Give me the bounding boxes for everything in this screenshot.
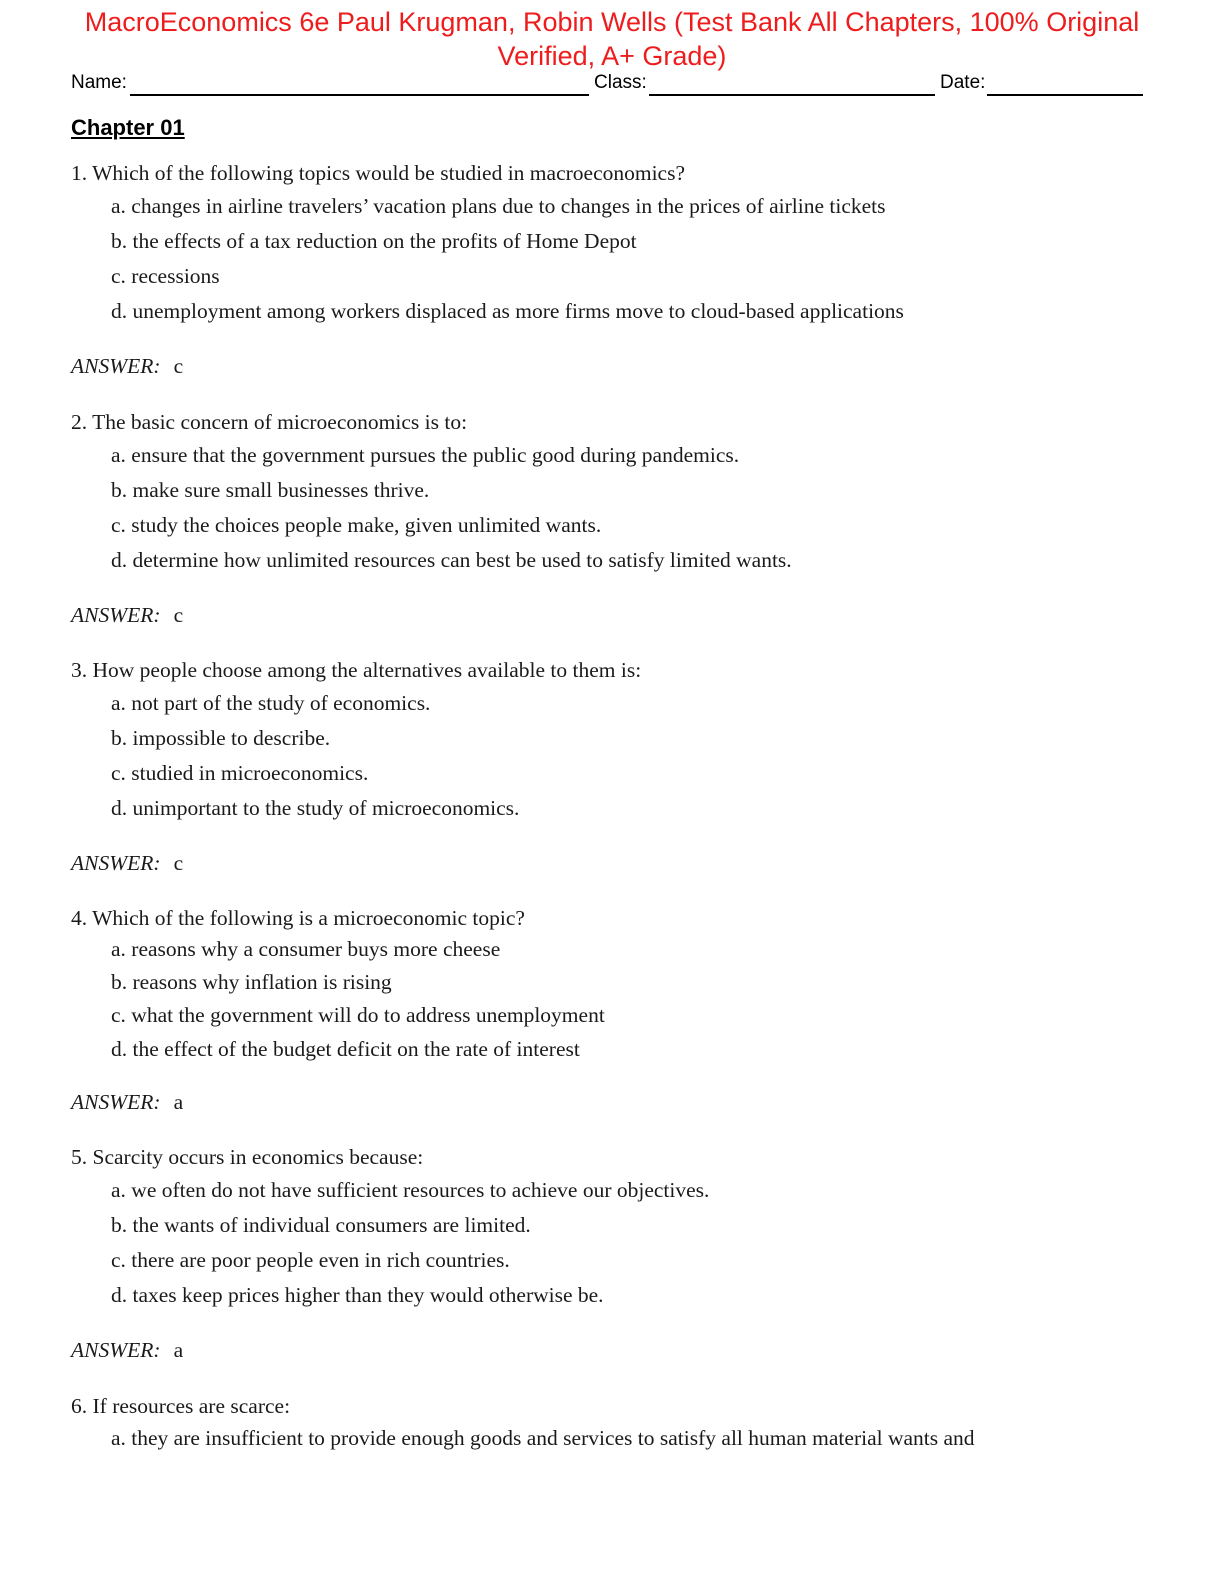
- answer-value: a: [173, 1090, 184, 1114]
- answer-option: d. determine how unlimited resources can best be used to satisfy limited wants.: [111, 548, 792, 572]
- question-text: 3. How people choose among the alternatives available to them is:: [71, 658, 642, 682]
- answer-option: b. the wants of individual consumers are limited.: [111, 1213, 531, 1237]
- answer-key: [71, 352, 183, 380]
- chapter-heading: Chapter 01: [71, 115, 185, 140]
- date-field[interactable]: [987, 94, 1143, 96]
- name-label: Name:: [71, 72, 127, 93]
- answer-option: d. taxes keep prices higher than they would otherwise be.: [111, 1283, 604, 1307]
- answer-option: a. reasons why a consumer buys more cheese: [111, 937, 501, 961]
- answer-label: ANSWER:: [71, 1338, 161, 1362]
- answer-option: a. ensure that the government pursues the public good during pandemics.: [111, 443, 740, 467]
- class-label: Class:: [594, 72, 647, 93]
- answer-value: c: [173, 603, 184, 627]
- document-title-line-2: Verified, A+ Grade): [497, 41, 727, 71]
- answer-option: a. changes in airline travelers’ vacation plans due to changes in the prices of airline tickets: [111, 194, 886, 218]
- student-info-fields: [71, 71, 1143, 97]
- question-text: 2. The basic concern of microeconomics is to:: [71, 410, 468, 434]
- answer-option: d. unimportant to the study of microeconomics.: [111, 796, 520, 820]
- document-title-banner: [40, 5, 1184, 73]
- answer-option: c. study the choices people make, given unlimited wants.: [111, 513, 602, 537]
- question-text: 6. If resources are scarce:: [71, 1394, 291, 1418]
- answer-option: b. the effects of a tax reduction on the profits of Home Depot: [111, 229, 637, 253]
- answer-value: c: [173, 354, 184, 378]
- answer-label: ANSWER:: [71, 1090, 161, 1114]
- answer-key: [71, 1088, 183, 1116]
- question-text: 5. Scarcity occurs in economics because:: [71, 1145, 424, 1169]
- answer-option: d. unemployment among workers displaced as more firms move to cloud-based applications: [111, 299, 904, 323]
- question-text: 4. Which of the following is a microeconomic topic?: [71, 906, 525, 930]
- answer-option: b. make sure small businesses thrive.: [111, 478, 430, 502]
- answer-label: ANSWER:: [71, 354, 161, 378]
- question-text: 1. Which of the following topics would be studied in macroeconomics?: [71, 161, 686, 185]
- answer-label: ANSWER:: [71, 603, 161, 627]
- answer-option: a. we often do not have sufficient resources to achieve our objectives.: [111, 1178, 710, 1202]
- answer-option: d. the effect of the budget deficit on the rate of interest: [111, 1037, 580, 1061]
- answer-option: a. not part of the study of economics.: [111, 691, 431, 715]
- answer-label: ANSWER:: [71, 851, 161, 875]
- answer-key: [71, 1336, 183, 1364]
- answer-value: a: [173, 1338, 184, 1362]
- answer-key: [71, 849, 183, 877]
- date-label: Date:: [940, 72, 986, 93]
- answer-option: a. they are insufficient to provide enough goods and services to satisfy all human material wants and: [111, 1426, 975, 1450]
- answer-option: b. reasons why inflation is rising: [111, 970, 392, 994]
- class-field[interactable]: [649, 94, 935, 96]
- answer-option: b. impossible to describe.: [111, 726, 331, 750]
- answer-option: c. what the government will do to address unemployment: [111, 1003, 605, 1027]
- answer-option: c. there are poor people even in rich countries.: [111, 1248, 510, 1272]
- name-field[interactable]: [130, 94, 589, 96]
- answer-key: [71, 601, 183, 629]
- document-title-line-1: MacroEconomics 6e Paul Krugman, Robin Wells (Test Bank All Chapters, 100% Original: [84, 7, 1140, 37]
- answer-option: c. studied in microeconomics.: [111, 761, 369, 785]
- answer-option: c. recessions: [111, 264, 220, 288]
- answer-value: c: [173, 851, 184, 875]
